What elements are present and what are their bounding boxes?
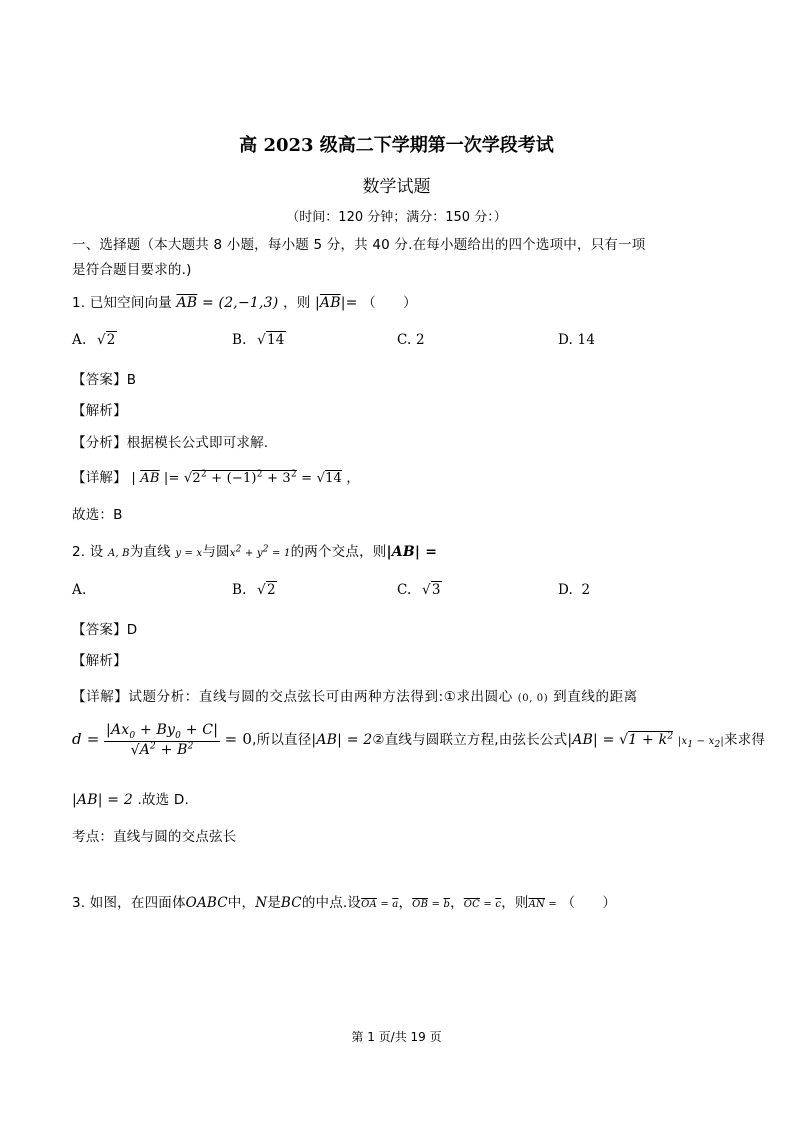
q2-option-d: D. 2 (558, 582, 591, 598)
q2-answer: 【答案】D (72, 622, 138, 638)
q1-option-b: B. √14 (232, 332, 285, 348)
q1-detail-label: 【详解】 (72, 470, 127, 486)
q1-analysis-label: 【解析】 (72, 403, 127, 419)
page-footer: 第 1 页/共 19 页 (351, 1030, 442, 1044)
exam-subtitle: 数学试题 (362, 177, 431, 197)
q2-kaodian: 考点：直线与圆的交点弦长 (72, 829, 237, 845)
q1-option-d: D. 14 (558, 332, 596, 348)
q1-fenxi: 【分析】根据模长公式即可求解. (72, 435, 269, 451)
q1-detail (72, 466, 360, 486)
question-2-stem: 2. 设 A, B为直线 y = x与圆x2 + y2 = 1的两个交点，则|AB| = (72, 544, 438, 560)
section-heading-line1: 一、选择题（本大题共 8 小题，每小题 5 分，共 40 分.在每小题给出的四个选项中，只有一项 (72, 237, 646, 253)
q1-mid: ，则 (283, 295, 311, 311)
q2-option-a: A. (72, 582, 87, 598)
q1-suffix: （ ） (362, 295, 417, 311)
q2-option-b: B. √2 (232, 582, 276, 598)
q2-detail-line3: |AB| = 2 .故选 D. (72, 792, 189, 808)
q1-option-c: C. 2 (397, 332, 425, 348)
q1-option-a: A. √2 (72, 332, 116, 348)
q1-vector-expr: $\overline{AB} = (2,-1,3)$ (176, 295, 279, 311)
question-3-stem: 3. 如图，在四面体OABC中，N是BC的中点.设$\overline{OA} = \overline{a}$，$\overline{OB} = \overline{b}$，$\overline{OC} = \overline{c}$，则$\overline{AN}$ = （ ） (72, 895, 617, 911)
q2-detail-line1: 【详解】试题分析：直线与圆的交点弦长可由两种方法得到:①求出圆心 (0, 0) 到直线的距离 (72, 689, 638, 705)
exam-time-note: （时间：120 分钟；满分：150 分：） (286, 210, 507, 225)
q2-detail-line2: d = $\frac{|Ax_0 + By_0 + C|}{√A^2 + B^2}$ = 0,所以直径|AB| = 2②直线与圆联立方程,由弦长公式$|AB| = √1 + k^2$ |x1 − x2|来求得 (72, 722, 766, 759)
q2-analysis-label: 【解析】 (72, 653, 127, 669)
section-heading-line2: 是符合题目要求的.) (72, 262, 192, 278)
q2-option-c: C. √3 (397, 582, 441, 598)
q1-vector-overline: $\overline{AB}$ (176, 295, 198, 311)
exam-title: 高 2023 级高二下学期第一次学段考试 (239, 135, 554, 156)
q1-conclusion: 故选：B (72, 507, 123, 523)
q1-answer: 【答案】B (72, 372, 137, 388)
q1-prefix: 1. 已知空间向量 (72, 295, 172, 311)
q1-abs-expr: $|\overline{AB}|=$ (314, 295, 358, 311)
q1-detail-expr: | $\overline{AB}$ |= $√2^2 + (-1)^2 + 3^2 = √14$ ， (131, 469, 360, 486)
question-1-stem (72, 291, 417, 311)
